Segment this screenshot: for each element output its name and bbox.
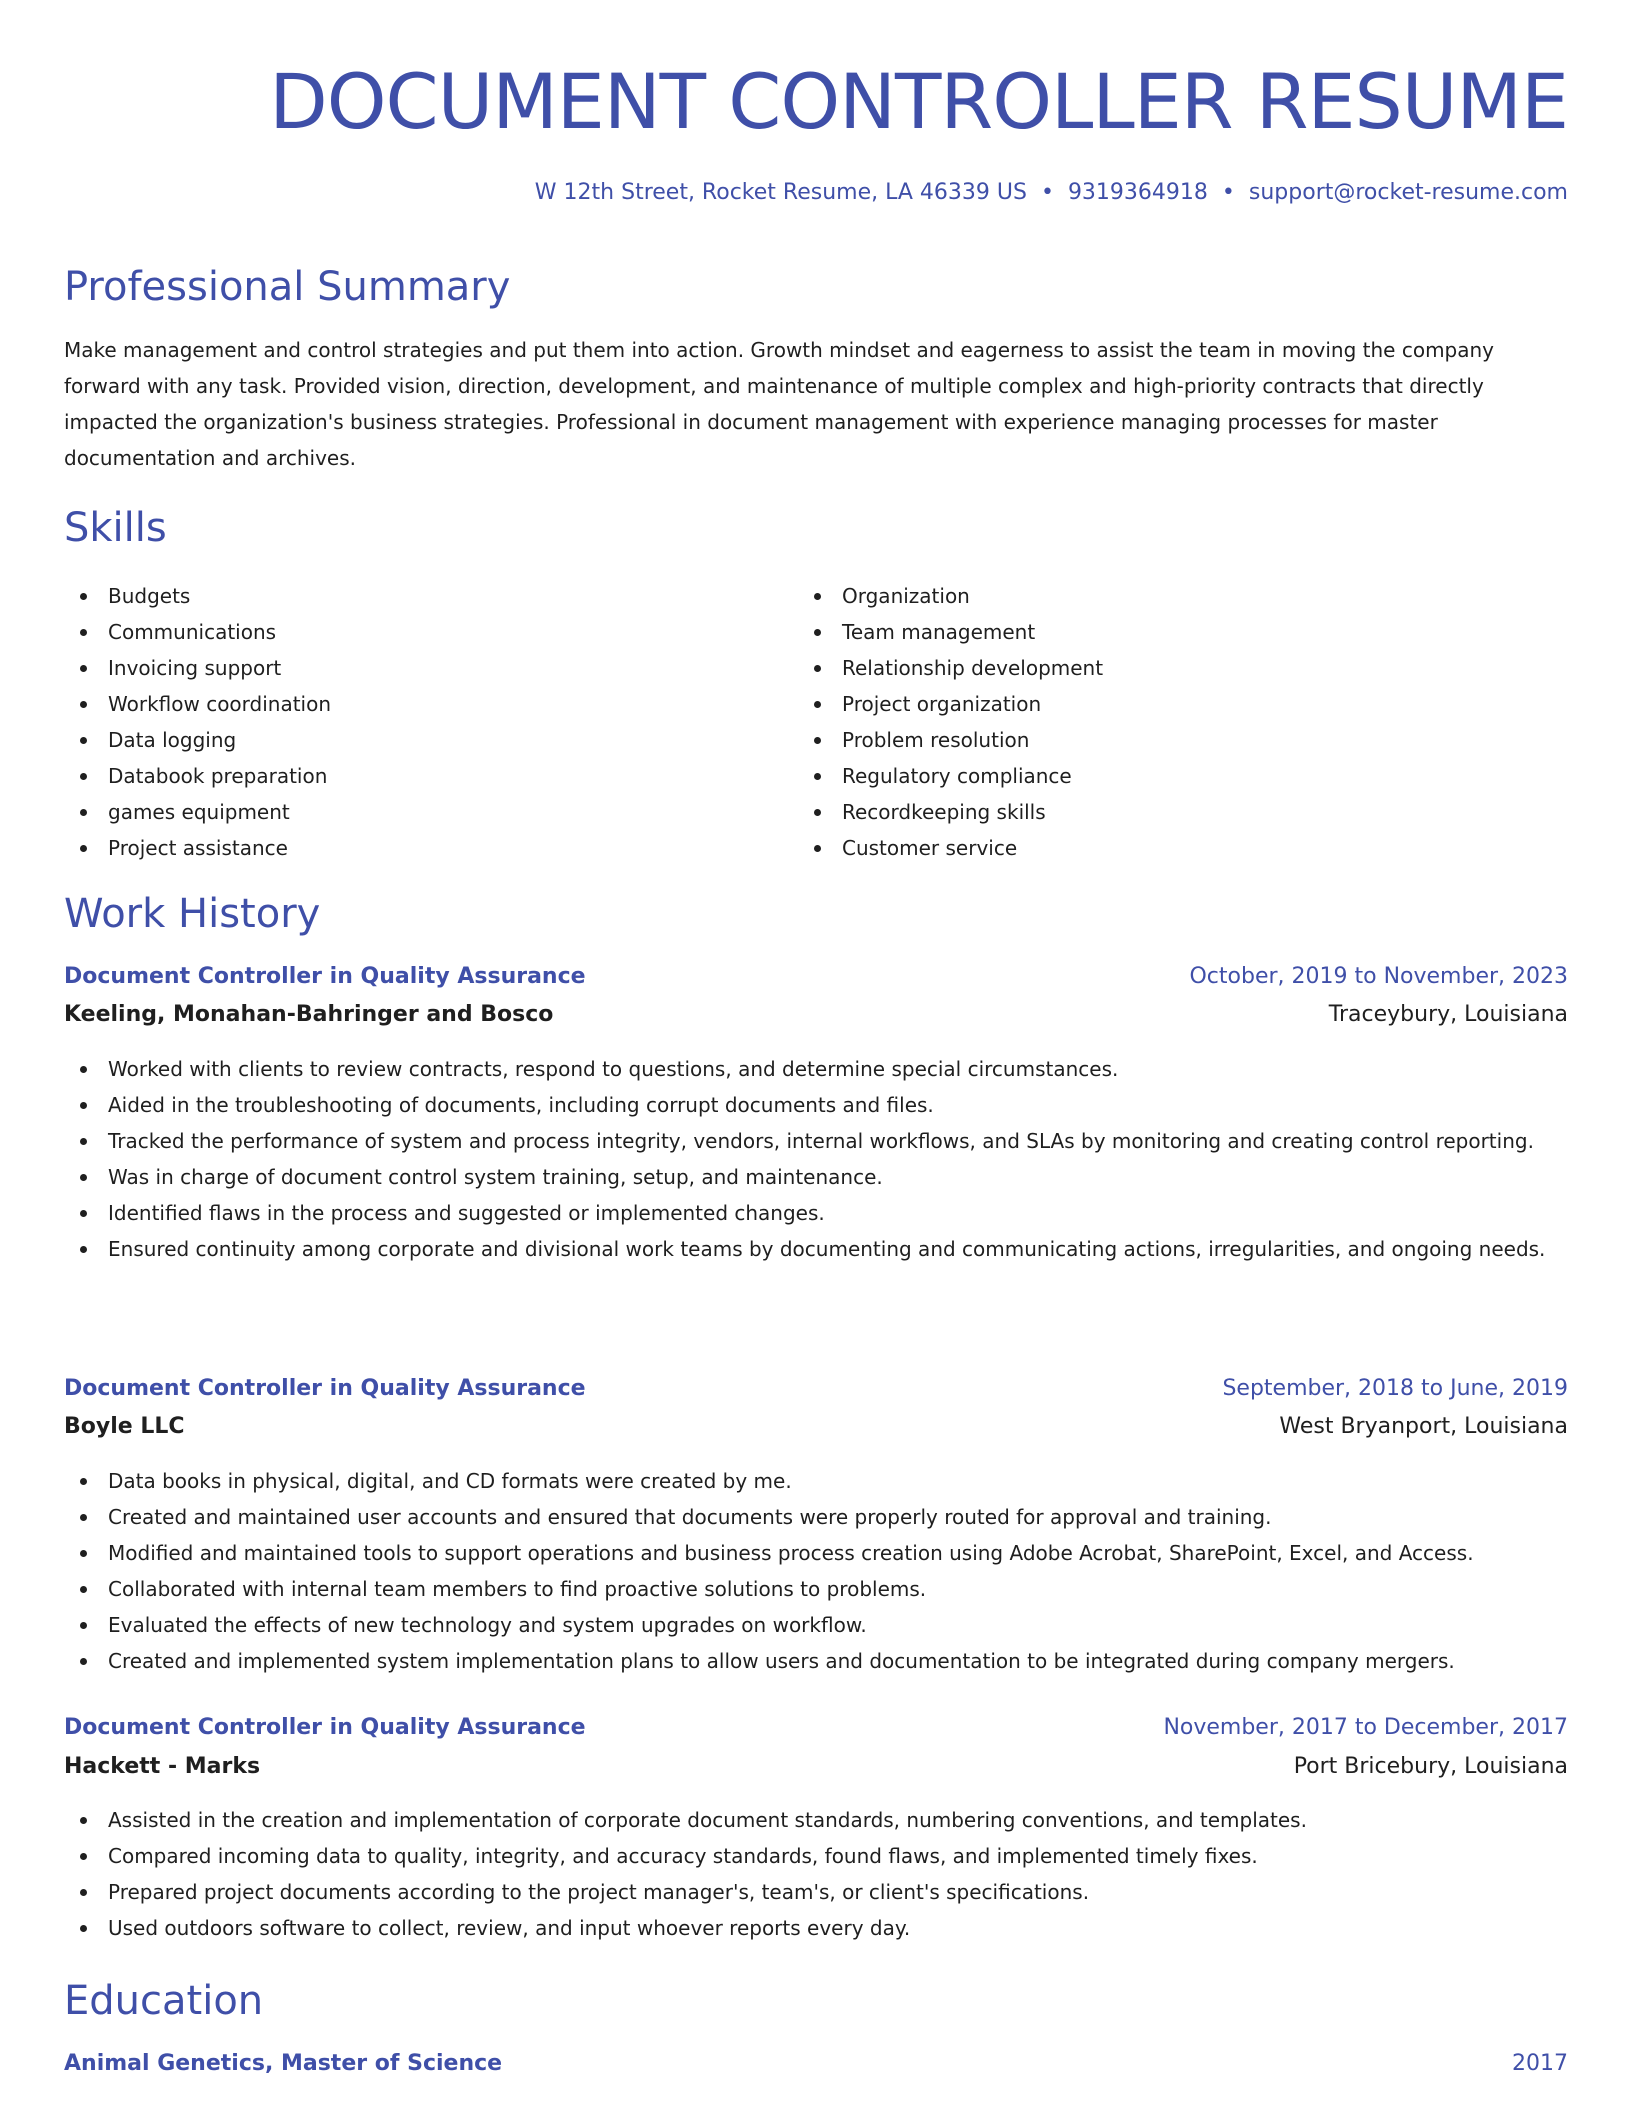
education-degree: Animal Genetics, Master of Science: [64, 2051, 503, 2076]
skill-item: Customer service: [798, 830, 1498, 866]
job-bullet: Created and maintained user accounts and ensured that documents were properly routed for approval and training.: [64, 1499, 1568, 1535]
job-dates: October, 2019 to November, 2023: [1189, 964, 1568, 989]
job-bullet: Ensured continuity among corporate and divisional work teams by documenting and communicating actions, irregularities, and ongoing needs.: [64, 1231, 1568, 1267]
skill-item: Recordkeeping skills: [798, 794, 1498, 830]
skills-list-left: [64, 578, 764, 866]
job-location: Port Bricebury, Louisiana: [1293, 1754, 1568, 1779]
skill-item: Regulatory compliance: [798, 758, 1498, 794]
job-bullet: Modified and maintained tools to support operations and business process creation using Adobe Acrobat, SharePoint, Excel, and Access.: [64, 1535, 1568, 1571]
skill-item: Relationship development: [798, 650, 1498, 686]
contact-line: [535, 178, 1568, 208]
job-dates: November, 2017 to December, 2017: [1163, 1715, 1568, 1740]
job-title: Document Controller in Quality Assurance: [64, 964, 586, 989]
skill-item: Workflow coordination: [64, 686, 764, 722]
job-location: Traceybury, Louisiana: [1328, 1002, 1568, 1027]
skill-item: Project assistance: [64, 830, 764, 866]
job-title: Document Controller in Quality Assurance: [64, 1376, 586, 1401]
job-bullet: Data books in physical, digital, and CD formats were created by me.: [64, 1463, 1568, 1499]
separator-dot: •: [1040, 180, 1054, 205]
job-bullet: Assisted in the creation and implementation of corporate document standards, numbering conventions, and templates.: [64, 1802, 1568, 1838]
job-bullet: Used outdoors software to collect, review, and input whoever reports every day.: [64, 1910, 1568, 1946]
job-dates: September, 2018 to June, 2019: [1222, 1376, 1568, 1401]
job-company: Keeling, Monahan-Bahringer and Bosco: [64, 1002, 554, 1027]
job-location: West Bryanport, Louisiana: [1279, 1414, 1568, 1439]
job-bullet: Collaborated with internal team members to find proactive solutions to problems.: [64, 1571, 1568, 1607]
skill-item: Organization: [798, 578, 1498, 614]
job-bullet: Evaluated the effects of new technology and system upgrades on workflow.: [64, 1607, 1568, 1643]
section-title-work-history: Work History: [64, 891, 321, 937]
resume-title: DOCUMENT CONTROLLER RESUME: [269, 57, 1568, 146]
skill-item: Project organization: [798, 686, 1498, 722]
job-bullet: Identified flaws in the process and suggested or implemented changes.: [64, 1195, 1568, 1231]
skill-item: Communications: [64, 614, 764, 650]
job-company: Boyle LLC: [64, 1414, 185, 1439]
job-bullet-list: [64, 1051, 1568, 1267]
separator-dot: •: [1221, 180, 1235, 205]
job-bullet: Tracked the performance of system and process integrity, vendors, internal workflows, and SLAs by monitoring and creating control reporting.: [64, 1123, 1568, 1159]
job-bullet: Aided in the troubleshooting of documents, including corrupt documents and files.: [64, 1087, 1568, 1123]
skills-list-right: [798, 578, 1498, 866]
section-title-summary: Professional Summary: [64, 264, 511, 310]
skill-item: games equipment: [64, 794, 764, 830]
section-title-skills: Skills: [64, 505, 167, 551]
skill-item: Data logging: [64, 722, 764, 758]
skill-item: Problem resolution: [798, 722, 1498, 758]
education-year: 2017: [1512, 2051, 1568, 2076]
skill-item: Invoicing support: [64, 650, 764, 686]
job-title: Document Controller in Quality Assurance: [64, 1715, 586, 1740]
job-bullet: Prepared project documents according to the project manager's, team's, or client's specifications.: [64, 1874, 1568, 1910]
skill-item: Budgets: [64, 578, 764, 614]
job-bullet: Was in charge of document control system training, setup, and maintenance.: [64, 1159, 1568, 1195]
section-title-education: Education: [64, 1978, 264, 2024]
job-bullet: Compared incoming data to quality, integrity, and accuracy standards, found flaws, and implemented timely fixes.: [64, 1838, 1568, 1874]
job-bullet-list: [64, 1463, 1568, 1679]
skill-item: Team management: [798, 614, 1498, 650]
job-bullet: Created and implemented system implementation plans to allow users and documentation to be integrated during company mergers.: [64, 1643, 1568, 1679]
address: W 12th Street, Rocket Resume, LA 46339 US: [534, 180, 1027, 205]
summary-text: Make management and control strategies and put them into action. Growth mindset and eagerness to assist the team in moving the company forward with any task. Provided vision, direction, development, and maintenance of multiple complex and high-priority contracts that directly impacted the organization's business strategies. Professional in document management with experience managing processes for master documentation and archives.: [64, 338, 1495, 470]
job-company: Hackett - Marks: [64, 1754, 261, 1779]
skill-item: Databook preparation: [64, 758, 764, 794]
phone: 9319364918: [1067, 180, 1208, 205]
job-bullet-list: [64, 1802, 1568, 1946]
email: support@rocket-resume.com: [1248, 180, 1568, 205]
job-bullet: Worked with clients to review contracts, respond to questions, and determine special circumstances.: [64, 1051, 1568, 1087]
